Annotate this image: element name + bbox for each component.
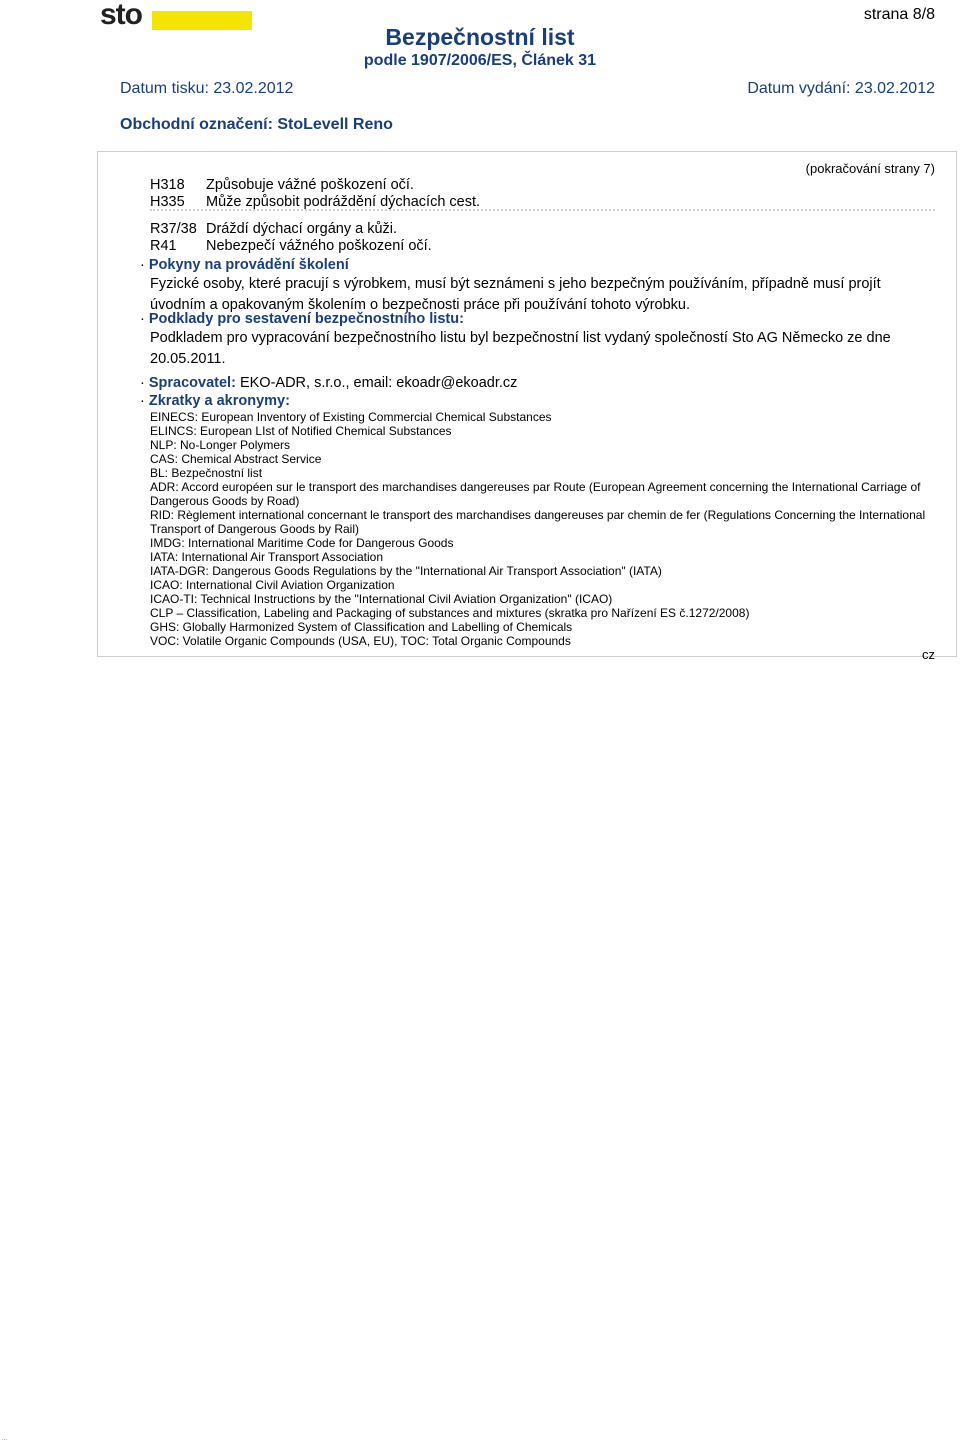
hazard-code: H335 bbox=[150, 194, 185, 210]
bullet: · bbox=[140, 393, 145, 409]
abbreviation-item: VOC: Volatile Organic Compounds (USA, EU), TOC: Total Organic Compounds bbox=[150, 634, 571, 648]
hazard-code: H318 bbox=[150, 177, 185, 193]
abbreviation-item: IATA: International Air Transport Association bbox=[150, 550, 384, 564]
risk-phrase bbox=[150, 220, 397, 238]
training-heading-text: Pokyny na provádění školení bbox=[148, 257, 349, 273]
abbreviation-item: BL: Bezpečnostní list bbox=[150, 466, 263, 480]
abbreviation-item: RID: Règlement international concernant le transport des marchandises dangereuses par chemin de fer (Regulations Concerning the International Transport of Dangerous Goods by Rail) bbox=[150, 508, 926, 536]
issue-date: Datum vydání: 23.02.2012 bbox=[747, 80, 935, 97]
hazard-text: Může způsobit podráždění dýchacích cest. bbox=[206, 194, 481, 210]
abbreviation-item: IMDG: International Maritime Code for Dangerous Goods bbox=[150, 536, 454, 550]
training-text: Fyzické osoby, které pracují s výrobkem, musí být seznámeni s jeho bezpečným používáním, případně musí projít úvodním a opakovaným školením o bezpečnosti práce při používání tohoto výrobku. bbox=[150, 276, 881, 313]
risk-phrase bbox=[150, 237, 432, 255]
bullet: · bbox=[140, 375, 145, 391]
abbreviations-heading bbox=[140, 392, 290, 410]
hazard-statement bbox=[150, 176, 414, 194]
footer-mark: ... bbox=[2, 1436, 8, 1442]
abbreviation-item: NLP: No-Longer Polymers bbox=[150, 438, 291, 452]
abbreviations-heading-text: Zkratky a akronymy: bbox=[148, 393, 290, 409]
abbreviation-item: ICAO-TI: Technical Instructions by the "International Civil Aviation Organization" (ICAO) bbox=[150, 592, 613, 606]
abbreviation-item: EINECS: European Inventory of Existing Commercial Chemical Substances bbox=[150, 410, 552, 424]
abbreviation-item: ICAO: International Civil Aviation Organization bbox=[150, 578, 395, 592]
abbreviation-item: ELINCS: European LIst of Notified Chemical Substances bbox=[150, 424, 452, 438]
abbreviation-item: GHS: Globally Harmonized System of Classification and Labelling of Chemicals bbox=[150, 620, 573, 634]
abbreviation-item: IATA-DGR: Dangerous Goods Regulations by the "International Air Transport Association" (IATA) bbox=[150, 564, 662, 578]
sources-text: Podkladem pro vypracování bezpečnostního listu byl bezpečnostní list vydaný společností Sto AG Německo ze dne 20.05.2011. bbox=[150, 330, 891, 367]
continuation-note: (pokračování strany 7) bbox=[805, 161, 935, 176]
hazard-text: Způsobuje vážné poškození očí. bbox=[206, 177, 414, 193]
page-number: strana 8/8 bbox=[863, 6, 935, 23]
author-line bbox=[140, 374, 517, 392]
abbreviation-item: CLP – Classification, Labeling and Packaging of substances and mixtures (skratka pro Nařízení ES č.1272/2008) bbox=[150, 606, 750, 620]
abbreviation-item: CAS: Chemical Abstract Service bbox=[150, 452, 322, 466]
sources-heading bbox=[140, 310, 464, 328]
document-title: Bezpečnostní list bbox=[385, 24, 575, 50]
sources-heading-text: Podklady pro sestavení bezpečnostního listu: bbox=[148, 311, 464, 327]
risk-text: Nebezpečí vážného poškození očí. bbox=[206, 238, 432, 254]
training-heading bbox=[140, 256, 349, 274]
print-date: Datum tisku: 23.02.2012 bbox=[120, 80, 294, 97]
risk-code: R37/38 bbox=[150, 221, 197, 237]
document-subtitle: podle 1907/2006/ES, Článek 31 bbox=[363, 52, 597, 69]
author-heading: Spracovatel: bbox=[148, 375, 236, 391]
logo-text: sto bbox=[100, 0, 142, 31]
bullet: · bbox=[140, 311, 145, 327]
risk-text: Dráždí dýchací orgány a kůži. bbox=[206, 221, 398, 237]
risk-code: R41 bbox=[150, 238, 177, 254]
language-code: cz bbox=[922, 647, 935, 662]
author-text: EKO-ADR, s.r.o., email: ekoadr@ekoadr.cz bbox=[239, 375, 518, 391]
bullet: · bbox=[140, 257, 145, 273]
dotted-separator bbox=[150, 209, 935, 211]
abbreviation-item: ADR: Accord européen sur le transport des marchandises dangereuses par Route (European Agreement concerning the International Carriage of Dangerous Goods by Road) bbox=[150, 480, 921, 508]
trade-name: Obchodní označení: StoLevell Reno bbox=[120, 116, 393, 133]
